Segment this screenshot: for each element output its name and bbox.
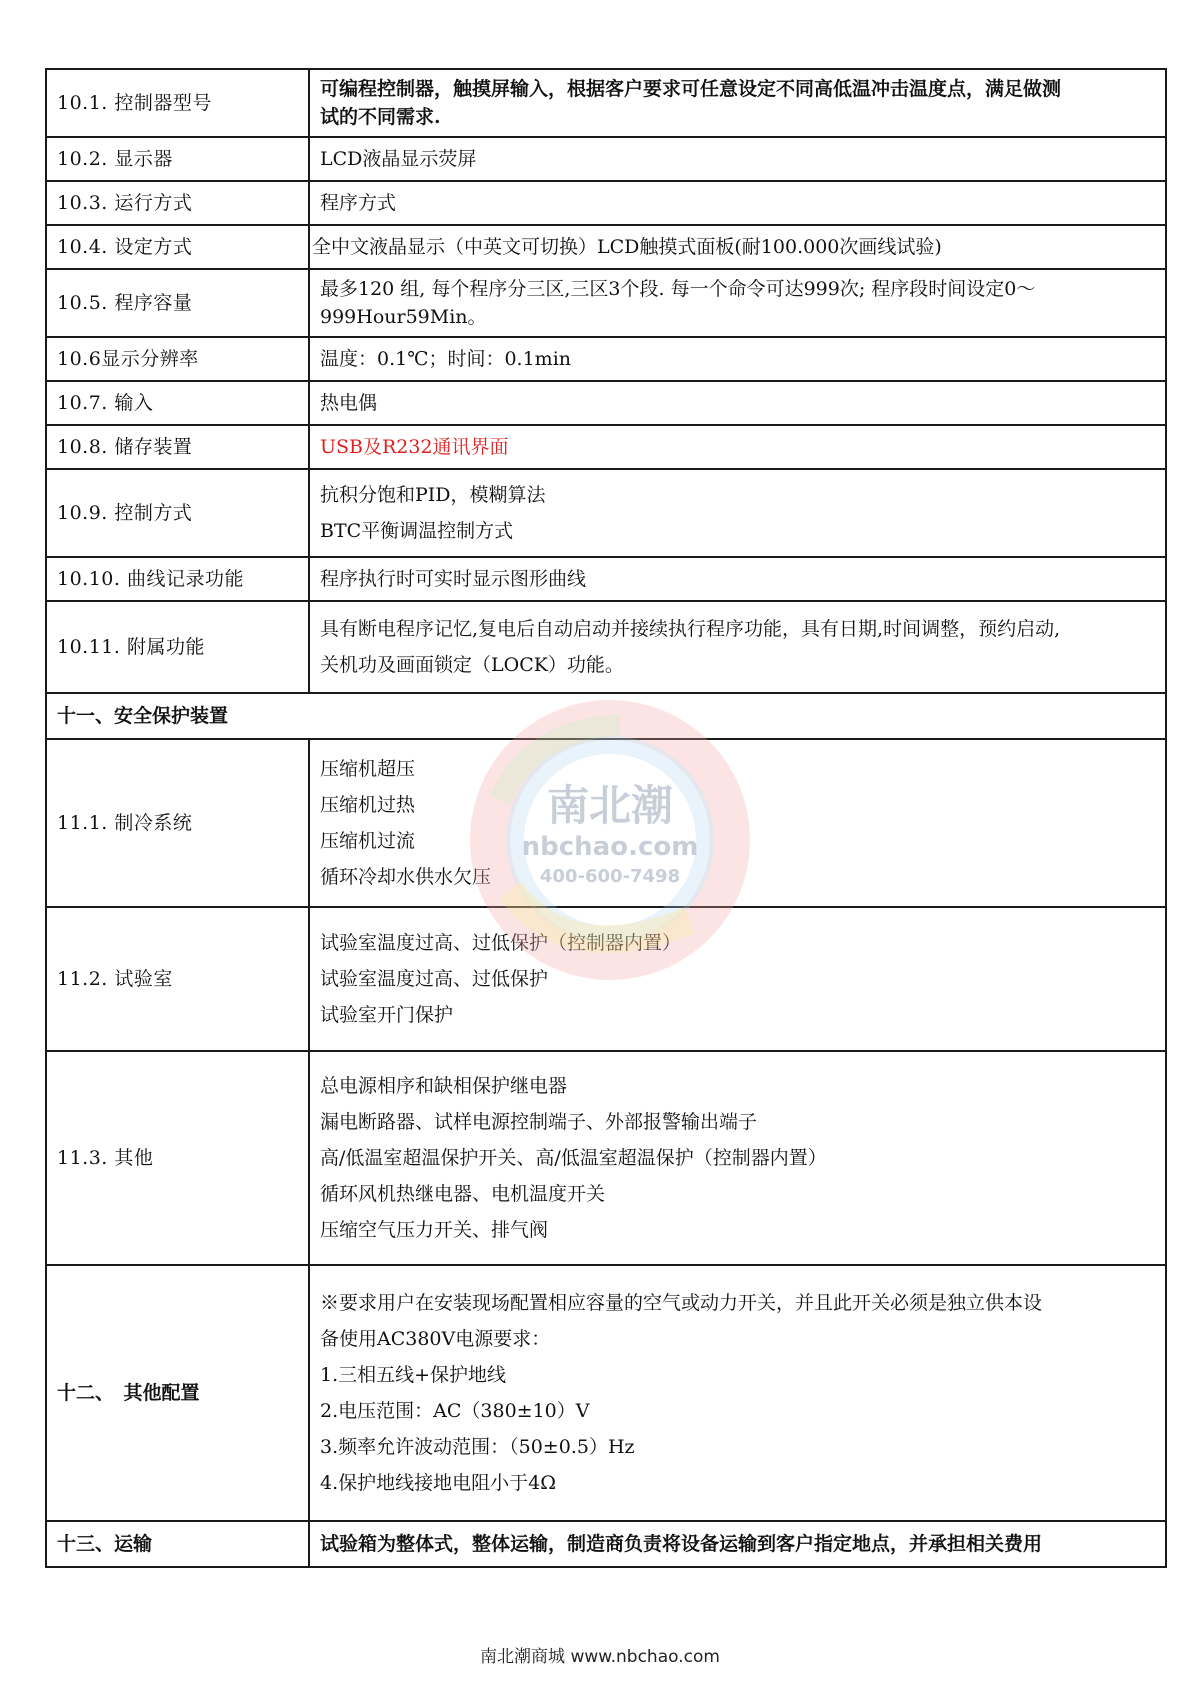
row-value bbox=[309, 1265, 1166, 1521]
row-value: 温度：0.1℃；时间：0.1min bbox=[309, 337, 1166, 381]
row-value bbox=[309, 469, 1166, 557]
row-value: LCD液晶显示荧屏 bbox=[309, 137, 1166, 181]
spec-row bbox=[46, 739, 1166, 907]
watermark-brand: 南北潮 bbox=[546, 781, 674, 830]
row-value: 程序执行时可实时显示图形曲线 bbox=[309, 557, 1166, 601]
spec-row bbox=[46, 137, 1166, 181]
value-line: 压缩机过热 bbox=[320, 794, 416, 816]
value-line: 3.频率允许波动范围：（50±0.5）Hz bbox=[320, 1436, 635, 1458]
row-value bbox=[309, 269, 1166, 337]
row-label: 10.1. 控制器型号 bbox=[46, 69, 309, 137]
value-line: 备使用AC380V电源要求： bbox=[320, 1328, 551, 1350]
value-line: 关机功及画面锁定（LOCK）功能。 bbox=[320, 654, 624, 676]
value-line: 循环风机热继电器、电机温度开关 bbox=[320, 1183, 606, 1205]
row-label: 10.7. 输入 bbox=[46, 381, 309, 425]
value-line: 漏电断路器、试样电源控制端子、外部报警输出端子 bbox=[320, 1111, 758, 1133]
spec-row bbox=[46, 269, 1166, 337]
row-label: 10.4. 设定方式 bbox=[46, 225, 309, 269]
value-line: 压缩机超压 bbox=[320, 758, 416, 780]
spec-row bbox=[46, 69, 1166, 137]
row-value bbox=[309, 739, 1166, 907]
row-label: 11.2. 试验室 bbox=[46, 907, 309, 1051]
row-value bbox=[309, 601, 1166, 693]
spec-row bbox=[46, 1265, 1166, 1521]
value-line: 4.保护地线接地电阻小于4Ω bbox=[320, 1472, 556, 1494]
spec-row bbox=[46, 1521, 1166, 1567]
row-value bbox=[309, 69, 1166, 137]
value-line: 压缩空气压力开关、排气阀 bbox=[320, 1219, 549, 1241]
row-label: 10.8. 储存装置 bbox=[46, 425, 309, 469]
row-label: 10.11. 附属功能 bbox=[46, 601, 309, 693]
section-title: 十三、运输 bbox=[46, 1521, 309, 1567]
row-value bbox=[309, 1051, 1166, 1265]
value-line: 压缩机过流 bbox=[320, 830, 416, 852]
row-value bbox=[309, 907, 1166, 1051]
watermark-domain: nbchao.com bbox=[521, 832, 699, 862]
spec-row bbox=[46, 181, 1166, 225]
spec-row bbox=[46, 337, 1166, 381]
row-label: 10.6显示分辨率 bbox=[46, 337, 309, 381]
spec-row bbox=[46, 469, 1166, 557]
value-line: 可编程控制器，触摸屏输入，根据客户要求可任意设定不同高低温冲击温度点，满足做测 bbox=[320, 78, 1062, 100]
section-title: 十二、 其他配置 bbox=[46, 1265, 309, 1521]
row-label: 11.3. 其他 bbox=[46, 1051, 309, 1265]
row-value: 热电偶 bbox=[309, 381, 1166, 425]
row-value: 试验箱为整体式，整体运输，制造商负责将设备运输到客户指定地点，并承担相关费用 bbox=[309, 1521, 1166, 1567]
page-footer: 南北潮商城 www.nbchao.com bbox=[480, 1647, 720, 1667]
row-value: 程序方式 bbox=[309, 181, 1166, 225]
row-label: 10.5. 程序容量 bbox=[46, 269, 309, 337]
value-line: 具有断电程序记忆,复电后自动启动并接续执行程序功能，具有日期,时间调整，预约启动, bbox=[320, 618, 1061, 640]
row-label: 11.1. 制冷系统 bbox=[46, 739, 309, 907]
value-line: 总电源相序和缺相保护继电器 bbox=[320, 1075, 568, 1097]
value-line: 最多120 组, 每个程序分三区,三区3个段. 每一个命令可达999次; 程序段时间设定0～ bbox=[320, 278, 1036, 300]
row-label: 10.2. 显示器 bbox=[46, 137, 309, 181]
value-line: 999Hour59Min。 bbox=[320, 306, 487, 328]
row-value: 全中文液晶显示（中英文可切换）LCD触摸式面板(耐100.000次画线试验) bbox=[309, 225, 1166, 269]
spec-row bbox=[46, 557, 1166, 601]
spec-row bbox=[46, 1051, 1166, 1265]
spec-row bbox=[46, 381, 1166, 425]
row-label: 10.10. 曲线记录功能 bbox=[46, 557, 309, 601]
watermark-phone: 400-600-7498 bbox=[539, 866, 681, 887]
spec-row bbox=[46, 425, 1166, 469]
spec-document bbox=[45, 68, 1165, 1568]
spec-table bbox=[45, 68, 1167, 1568]
value-line: ※要求用户在安装现场配置相应容量的空气或动力开关，并且此开关必须是独立供本设 bbox=[320, 1292, 1043, 1314]
section-title: 十一、安全保护装置 bbox=[46, 693, 1166, 739]
row-value: USB及R232通讯界面 bbox=[309, 425, 1166, 469]
value-line: BTC平衡调温控制方式 bbox=[320, 520, 514, 542]
spec-row bbox=[46, 907, 1166, 1051]
value-line: 试验室开门保护 bbox=[320, 1004, 454, 1026]
value-line: 抗积分饱和PID，模糊算法 bbox=[320, 484, 546, 506]
row-label: 10.9. 控制方式 bbox=[46, 469, 309, 557]
value-line: 高/低温室超温保护开关、高/低温室超温保护（控制器内置） bbox=[320, 1147, 827, 1169]
value-line: 试验室温度过高、过低保护（控制器内置） bbox=[320, 932, 682, 954]
value-line: 1.三相五线+保护地线 bbox=[320, 1364, 507, 1386]
row-label: 10.3. 运行方式 bbox=[46, 181, 309, 225]
section-header-row bbox=[46, 693, 1166, 739]
value-line: 循环冷却水供水欠压 bbox=[320, 866, 492, 888]
spec-row bbox=[46, 601, 1166, 693]
value-line: 2.电压范围：AC（380±10）V bbox=[320, 1400, 590, 1422]
spec-row bbox=[46, 225, 1166, 269]
value-line: 试的不同需求. bbox=[320, 106, 441, 128]
value-line: 试验室温度过高、过低保护 bbox=[320, 968, 549, 990]
